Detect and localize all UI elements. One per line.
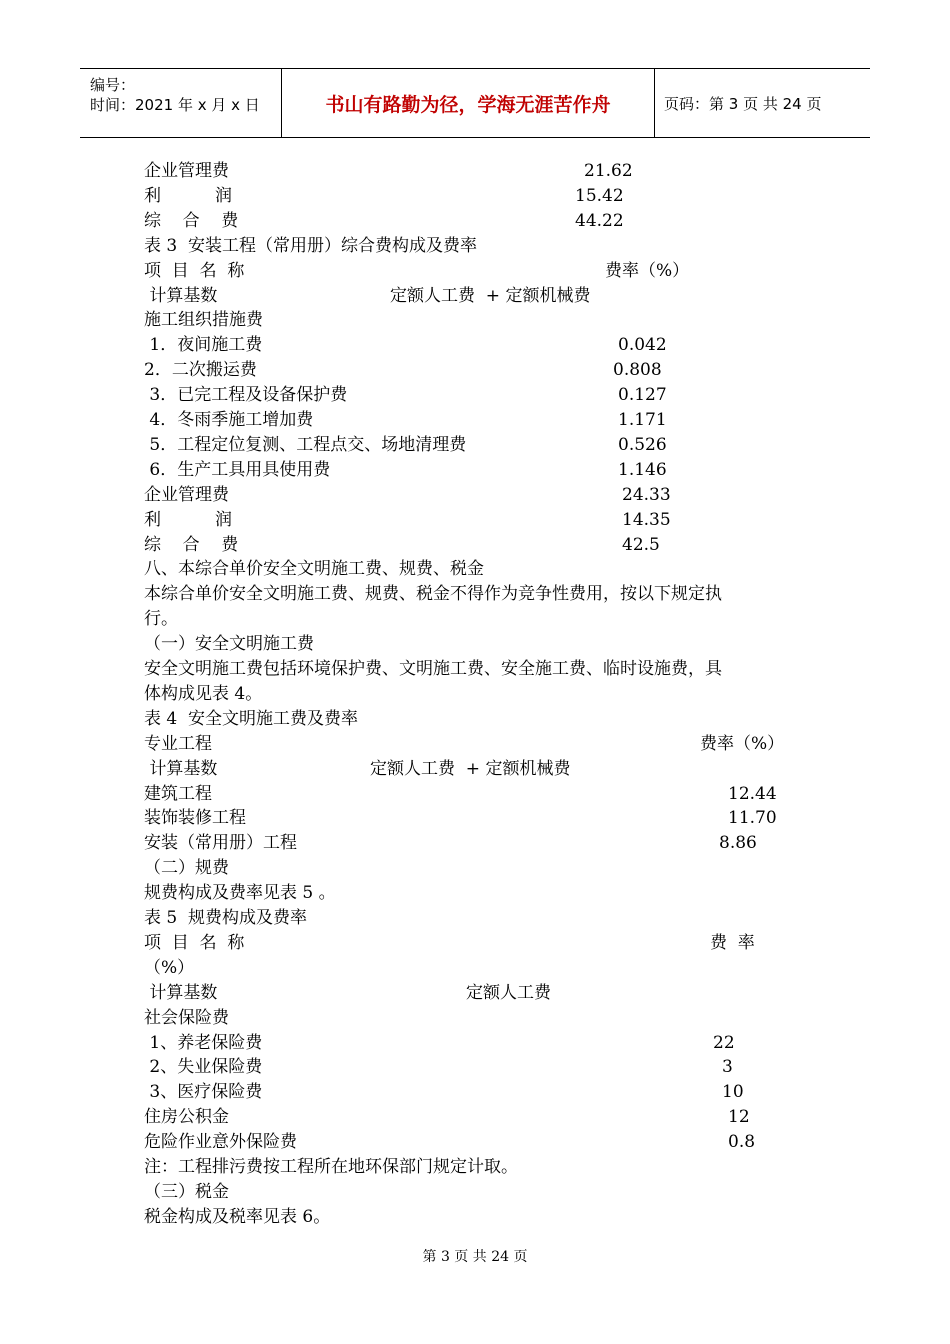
line-value: 0.042: [618, 335, 667, 356]
line-label: 计算基数: [144, 758, 218, 779]
time-label: 时间：2021 年 x 月 x 日: [90, 96, 260, 114]
line-label: 3．已完工程及设备保护费: [144, 385, 348, 406]
line-label: 装饰装修工程: [144, 808, 246, 829]
line-value: 24.33: [622, 484, 671, 505]
line-label: 项 目 名 称: [144, 260, 245, 281]
line-label: 企业管理费: [144, 484, 229, 505]
line-value: 定额人工费 + 定额机械费: [370, 758, 571, 779]
line-label: 综 合 费: [144, 210, 239, 231]
line-value: 1.146: [618, 459, 667, 480]
line-label: （三）税金: [144, 1181, 229, 1202]
line-value: 费率（%）: [700, 733, 785, 754]
line-label: 项 目 名 称: [144, 932, 245, 953]
code-label: 编号：: [90, 76, 136, 94]
line-value: 费率（%）: [605, 260, 690, 281]
line-label: 危险作业意外保险费: [144, 1132, 297, 1153]
line-value: 42.5: [622, 534, 660, 555]
line-value: 费 率: [710, 932, 755, 953]
line-value: 11.70: [728, 808, 777, 829]
line-label: 体构成见表 4。: [144, 683, 263, 704]
line-value: 定额人工费 + 定额机械费: [390, 285, 591, 306]
line-value: 10: [722, 1082, 744, 1103]
line-value: 定额人工费: [466, 982, 551, 1003]
line-label: 表 3 安装工程（常用册）综合费构成及费率: [144, 235, 478, 256]
line-label: 企业管理费: [144, 161, 229, 181]
line-label: 规费构成及费率见表 5 。: [144, 883, 336, 904]
line-label: （二）规费: [144, 858, 229, 879]
line-label: 八、本综合单价安全文明施工费、规费、税金: [144, 559, 484, 580]
line-label: 表 4 安全文明施工费及费率: [144, 708, 359, 729]
line-value: 21.62: [584, 161, 633, 181]
line-label: 表 5 规费构成及费率: [144, 908, 308, 928]
line-value: 22: [713, 1032, 735, 1053]
line-label: 1．夜间施工费: [144, 335, 263, 356]
line-label: 注：工程排污费按工程所在地环保部门规定计取。: [144, 1157, 518, 1177]
line-value: 12.44: [728, 783, 777, 804]
line-value: 0.808: [613, 360, 662, 381]
line-label: 综 合 费: [144, 534, 239, 555]
line-value: 0.526: [618, 434, 667, 455]
line-label: 1、养老保险费: [144, 1032, 263, 1053]
line-label: （一）安全文明施工费: [144, 634, 314, 655]
line-label: 建筑工程: [144, 783, 212, 804]
header-page-label: 页码：第 3 页 共 24 页: [664, 94, 822, 113]
header-divider: [654, 69, 655, 137]
header-motto: 书山有路勤为径，学海无涯苦作舟: [325, 93, 611, 116]
line-label: （%）: [144, 957, 195, 978]
line-label: 4．冬雨季施工增加费: [144, 410, 314, 430]
line-label: 利 润: [144, 509, 233, 530]
line-label: 税金构成及税率见表 6。: [144, 1206, 331, 1227]
line-value: 1.171: [618, 410, 667, 430]
line-label: 6．生产工具用具使用费: [144, 459, 331, 480]
line-label: 计算基数: [144, 982, 218, 1003]
header-meta: [90, 75, 260, 115]
line-label: 安装（常用册）工程: [144, 833, 297, 854]
line-label: 专业工程: [144, 733, 212, 754]
line-label: 安全文明施工费包括环境保护费、文明施工费、安全施工费、临时设施费，具: [144, 659, 722, 679]
line-value: 14.35: [622, 509, 671, 530]
page-header: [80, 68, 870, 138]
line-label: 2．二次搬运费: [144, 360, 257, 381]
line-value: 8.86: [719, 833, 757, 854]
line-label: 利 润: [144, 185, 233, 206]
line-label: 5．工程定位复测、工程点交、场地清理费: [144, 434, 467, 455]
line-label: 施工组织措施费: [144, 310, 263, 331]
line-label: 本综合单价安全文明施工费、规费、税金不得作为竞争性费用，按以下规定执: [144, 584, 722, 605]
line-value: 0.127: [618, 385, 667, 406]
line-label: 住房公积金: [144, 1107, 229, 1128]
line-label: 2、失业保险费: [144, 1057, 263, 1078]
line-label: 社会保险费: [144, 1007, 229, 1028]
line-value: 0.8: [728, 1132, 756, 1153]
line-value: 3: [722, 1057, 733, 1078]
page-footer: 第 3 页 共 24 页: [422, 1249, 528, 1265]
line-label: 3、医疗保险费: [144, 1082, 263, 1103]
line-label: 计算基数: [144, 285, 218, 306]
line-value: 44.22: [575, 210, 624, 231]
line-value: 15.42: [575, 185, 624, 206]
line-value: 12: [728, 1107, 750, 1128]
line-label: 行。: [144, 609, 178, 630]
